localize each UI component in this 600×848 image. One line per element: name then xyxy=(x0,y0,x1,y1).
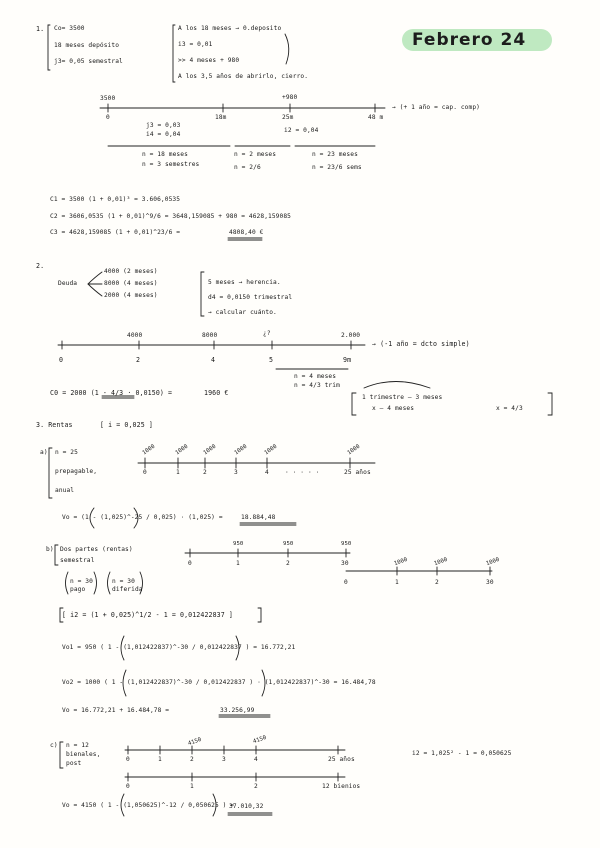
p3b-pay1-1: 950 xyxy=(233,541,244,547)
p2-tick-3: 4 xyxy=(211,356,216,364)
p1-step-1: A los 18 meses → 0.deposito xyxy=(178,25,282,32)
p1-period-1: n = 18 meses xyxy=(142,151,188,158)
p3c-label: c) xyxy=(50,742,58,749)
bracket-p1-given xyxy=(48,25,50,70)
p3c-low-12: 12 bienios xyxy=(322,783,361,790)
p3b-tick1-30: 30 xyxy=(341,560,349,567)
p3b-part-1: n = 30 pago xyxy=(70,578,93,593)
p3b-pay1-2: 950 xyxy=(283,541,294,547)
problem-1-number: 1. xyxy=(36,25,45,33)
p3a-pay-3: 1000 xyxy=(202,443,218,457)
p1-given-3: j3= 0,05 semestral xyxy=(54,58,123,65)
p3c-low-1: 1 xyxy=(190,783,194,790)
problem-2-number: 2. xyxy=(36,262,45,270)
p3b-tick2-2: 2 xyxy=(435,579,439,586)
p3a-pay-4: 1000 xyxy=(233,443,249,457)
p1-period-3: n = 2 meses xyxy=(234,151,277,158)
p1-calc-1: C1 = 3500 (1 + 0,01)³ = 3.606,0535 xyxy=(50,196,181,203)
p3a-pay-1: 1000 xyxy=(141,443,157,457)
p3a-desc-1: n = 25 xyxy=(55,449,78,456)
p1-calc-2: C2 = 3606,0535 (1 + 0,01)^9/6 = 3648,159085 + 980 = 4628,159085 xyxy=(50,213,291,220)
p3c-pay-2: 4150 xyxy=(252,734,268,746)
p3a-pay-5: 1000 xyxy=(263,443,279,457)
p3c-result: 37.010,32 xyxy=(229,803,264,810)
bracket-3a xyxy=(49,448,52,498)
bracket-p2-steps xyxy=(201,272,204,316)
p2-line-note: → (-1 año = dcto simple) xyxy=(372,340,470,348)
p3b-tick2-30: 30 xyxy=(486,579,494,586)
p1-tick-0: 0 xyxy=(106,114,110,121)
p1-step-2: i3 = 0,01 xyxy=(178,41,213,48)
p2-debt-2: 8000 (4 meses) xyxy=(104,280,158,287)
p3c-low-0: 0 xyxy=(126,783,130,790)
p3c-tick-4: 4 xyxy=(254,756,258,763)
p2-rule-2: x — 4 meses xyxy=(372,405,415,412)
p1-step-4: A los 3,5 años de abrirlo, cierro. xyxy=(178,73,309,80)
p3c-tick-2: 2 xyxy=(190,756,194,763)
p3c-rate: i2 = 1,025² - 1 = 0,050625 xyxy=(412,750,512,757)
p3a-tick-0: 0 xyxy=(143,469,147,476)
p1-given-2: 18 meses depósito xyxy=(54,42,120,49)
p3-rate: [ i = 0,025 ] xyxy=(100,421,153,429)
p3b-vo2: Vo2 = 1000 ( 1 - (1,012422837)^-30 / 0,012422837 ) · (1,012422837)^-30 = 16.484,78 xyxy=(62,679,376,686)
p3c-desc-1: n = 12 xyxy=(66,742,89,749)
p2-step-2: d4 = 0,0150 trimestral xyxy=(208,294,293,301)
p1-rate-3: i2 = 0,04 xyxy=(284,127,319,134)
bracket-3b xyxy=(55,545,58,565)
p2-tick-1: 0 xyxy=(59,356,64,364)
p1-given-1: Co= 3500 xyxy=(54,25,85,32)
p3b-rate-calc: [ i2 = (1 + 0,025)^1/2 - 1 = 0,012422837 ] xyxy=(62,611,233,619)
p3a-label: a) xyxy=(40,449,48,456)
p3c-desc-2: bienales, xyxy=(66,751,101,758)
p3b-tick1-2: 2 xyxy=(286,560,290,567)
p3a-formula: Vo = (1 - (1,025)^-25 / 0,025) · (1,025) = xyxy=(62,514,223,521)
p3c-tick-1: 1 xyxy=(158,756,162,763)
p3c-pay-1: 4150 xyxy=(187,736,203,748)
p3c-formula: Vo = 4150 ( 1 - (1,050625)^-12 / 0,050625 ) = xyxy=(62,802,235,809)
bracket-p1-steps xyxy=(173,25,175,82)
p2-debt-3: 2000 (4 meses) xyxy=(104,292,158,299)
p2-step-1: 5 meses → herencia. xyxy=(208,279,281,286)
p1-tick-25m: 25m xyxy=(282,114,294,121)
p3b-pay2-2: 1000 xyxy=(433,556,449,568)
p1-line-note: → (+ 1 año = cap. comp) xyxy=(392,104,480,111)
p3a-tick-4: 4 xyxy=(265,469,269,476)
p2-top-1: 4000 xyxy=(127,332,143,339)
bracket-rule xyxy=(352,393,356,415)
p3a-tick-dots: · · · · · xyxy=(285,469,320,476)
p2-top-4: 2.000 xyxy=(341,332,361,339)
p2-period-1: n = 4 meses xyxy=(294,373,337,380)
p1-period-6: n = 23/6 sems xyxy=(312,164,362,171)
p3b-sum: Vo = 16.772,21 + 16.484,78 = xyxy=(62,707,170,714)
p3b-desc-2: semestral xyxy=(60,557,95,564)
p2-top-2: 8000 xyxy=(202,332,218,339)
p3b-pay2-3: 1000 xyxy=(485,556,501,568)
p1-line-top-1: 3500 xyxy=(100,95,116,102)
p3b-tick2-0: 0 xyxy=(344,579,348,586)
p2-tick-5: 9m xyxy=(343,356,352,364)
p2-label: Deuda xyxy=(58,280,78,287)
p1-tick-18m: 18m xyxy=(215,114,227,121)
p2-top-3: ¿? xyxy=(263,330,271,337)
p3a-desc-3: anual xyxy=(55,487,75,494)
p3a-tick-3: 3 xyxy=(234,469,238,476)
p3c-low-2: 2 xyxy=(254,783,258,790)
p1-period-4: n = 2/6 xyxy=(234,164,261,171)
p3c-desc-3: post xyxy=(66,760,82,767)
p3b-pay2-1: 1000 xyxy=(393,556,409,568)
p1-step-3: >> 4 meses + 980 xyxy=(178,57,240,64)
p1-result: 4808,40 € xyxy=(229,229,264,236)
p2-tick-4: 5 xyxy=(269,356,274,364)
p2-period-2: n = 4/3 trim xyxy=(294,382,340,389)
p3a-tick-25: 25 años xyxy=(344,469,371,476)
p1-tick-48m: 48 m xyxy=(368,114,384,121)
p3b-vo1: Vo1 = 950 ( 1 - (1,012422837)^-30 / 0,012422837 ) = 16.772,21 xyxy=(62,644,296,651)
p1-period-5: n = 23 meses xyxy=(312,151,358,158)
p3b-result: 33.256,99 xyxy=(220,707,255,714)
p1-calc-3: C3 = 4628,159085 (1 + 0,01)^23/6 = xyxy=(50,229,181,236)
p3a-result: 18.884,48 xyxy=(241,514,276,521)
bracket-3c xyxy=(60,742,63,768)
p1-rate-1: j3 = 0,03 xyxy=(146,122,181,129)
p2-debt-1: 4000 (2 meses) xyxy=(104,268,158,275)
arrow-p1-curve xyxy=(285,34,289,64)
p1-rate-2: i4 = 0,04 xyxy=(146,131,181,138)
p2-rule-1: 1 trimestre — 3 meses xyxy=(362,394,443,401)
p3a-tick-2: 2 xyxy=(203,469,207,476)
p3c-tick-0: 0 xyxy=(126,756,130,763)
p3b-part-2: n = 30 diferida xyxy=(112,578,143,593)
p1-line-top-2: +980 xyxy=(282,94,298,101)
p2-rule-3: x = 4/3 xyxy=(496,405,523,412)
p3a-tick-1: 1 xyxy=(176,469,180,476)
p3b-pay1-3: 950 xyxy=(341,541,352,547)
p3c-tick-25: 25 años xyxy=(328,756,355,763)
p3b-desc-1: Dos partes (rentas) xyxy=(60,546,133,553)
p1-period-2: n = 3 semestres xyxy=(142,161,200,168)
p3b-label: b) xyxy=(46,546,54,553)
p3b-tick1-1: 1 xyxy=(236,560,240,567)
p2-result: 1960 € xyxy=(204,389,229,397)
p3a-desc-2: prepagable, xyxy=(55,468,98,475)
p3c-tick-3: 3 xyxy=(222,756,226,763)
p2-calc: C0 = 2000 (1 - 4/3 · 0,0150) = xyxy=(50,389,173,397)
p3a-pay-2: 1000 xyxy=(174,443,190,457)
p2-tick-2: 2 xyxy=(136,356,141,364)
p3b-tick2-1: 1 xyxy=(395,579,399,586)
page-title: Febrero 24 xyxy=(412,30,527,50)
p3a-pay-6: 1000 xyxy=(346,443,362,457)
p3b-tick1-0: 0 xyxy=(188,560,192,567)
problem-3-heading: 3. Rentas xyxy=(36,421,73,429)
p2-step-3: → calcular cuánto. xyxy=(208,309,277,316)
